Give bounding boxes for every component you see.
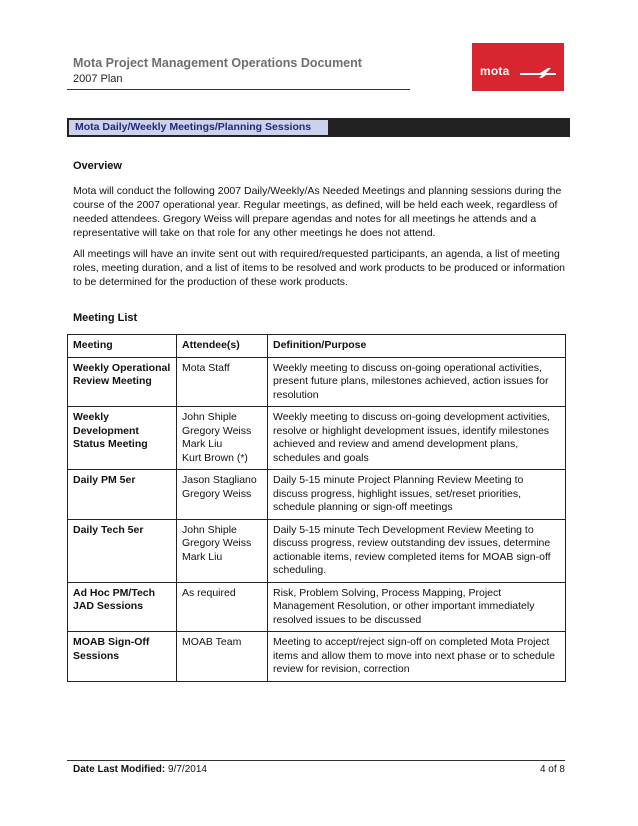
plane-icon [518, 65, 558, 79]
attendee: Gregory Weiss [182, 537, 252, 549]
attendee: Mark Liu [182, 550, 223, 563]
attendees-cell [177, 407, 268, 470]
logo-text: mota [480, 64, 510, 78]
attendee: Gregory Weiss [182, 424, 252, 437]
attendees-cell [177, 519, 268, 582]
document-subtitle: 2007 Plan [73, 73, 123, 85]
attendee: Gregory Weiss [182, 487, 252, 500]
footer-divider [67, 760, 565, 761]
header-divider [67, 89, 410, 90]
attendee: John Shiple [182, 411, 237, 423]
attendee: John Shiple [182, 523, 237, 536]
attendees-cell [177, 357, 268, 407]
purpose-cell: Risk, Problem Solving, Process Mapping, Project Management Resolution, or other important immediately resolved issues to be discussed [268, 582, 566, 632]
attendee: Jason Stagliano [182, 474, 257, 486]
table-row [68, 357, 566, 407]
meeting-table [67, 334, 566, 682]
date-last-modified [73, 764, 207, 775]
table-row [68, 407, 566, 470]
meeting-name: Weekly Development Status Meeting [68, 407, 177, 470]
meeting-name: Weekly Operational Review Meeting [68, 357, 177, 407]
page-number: 4 of 8 [539, 764, 565, 775]
purpose-cell: Daily 5-15 minute Tech Development Review Meeting to discuss progress, review outstanding dev issues, determine actionable items, review completed items for MOAB sign-off scheduling. [268, 519, 566, 582]
table-row [68, 582, 566, 632]
modified-label: Date Last Modified: [73, 764, 166, 775]
section-bar [67, 118, 570, 137]
column-header-attendees: Attendee(s) [177, 335, 268, 358]
table-header-row [68, 335, 566, 358]
column-header-purpose: Definition/Purpose [268, 335, 566, 358]
overview-paragraph-2: All meetings will have an invite sent out with required/requested participants, an agenda, a list of meeting roles, meeting duration, and a list of items to be resolved and work products to be produced or information to be determined for the production of these work products. [73, 248, 566, 288]
purpose-cell: Weekly meeting to discuss on-going development activities, resolve or highlight development issues, identify milestones achieved and review and amend development plans, schedules and goals [268, 407, 566, 470]
overview-paragraph-1: Mota will conduct the following 2007 Daily/Weekly/As Needed Meetings and planning sessions during the course of the 2007 operational year. Regular meetings, as defined, will be held each week, regardless of needed attendees. Gregory Weiss will prepare agendas and notes for all meetings he attends and a representative will take on that role for any other meetings he does not attend. [73, 185, 562, 239]
purpose-cell: Weekly meeting to discuss on-going operational activities, present future plans, milestones achieved, action issues for resolution [268, 357, 566, 407]
table-row [68, 470, 566, 520]
document-title: Mota Project Management Operations Document [73, 56, 362, 70]
attendees-cell [177, 632, 268, 682]
attendees-cell [177, 582, 268, 632]
attendee: Mark Liu [182, 438, 223, 450]
meeting-name: Ad Hoc PM/Tech JAD Sessions [68, 582, 177, 632]
column-header-meeting: Meeting [68, 335, 177, 358]
meeting-list-heading: Meeting List [73, 312, 138, 324]
table-row [68, 632, 566, 682]
table-row [68, 519, 566, 582]
overview-heading: Overview [73, 160, 122, 172]
purpose-cell: Daily 5-15 minute Project Planning Review Meeting to discuss progress, highlight issues, set/reset priorities, schedule planning or sign-off meetings [268, 470, 566, 520]
meeting-name: Daily PM 5er [68, 470, 177, 520]
attendee: Kurt Brown (*) [182, 451, 248, 464]
purpose-cell: Meeting to accept/reject sign-off on completed Mota Project items and allow them to move into next phase or to schedule review for revision, correction [268, 632, 566, 682]
attendee: As required [182, 586, 236, 599]
section-title: Mota Daily/Weekly Meetings/Planning Sessions [75, 121, 312, 133]
attendee: Mota Staff [182, 361, 230, 374]
modified-date: 9/7/2014 [168, 764, 207, 775]
mota-logo [472, 43, 564, 91]
attendee: MOAB Team [182, 636, 242, 648]
meeting-name: Daily Tech 5er [68, 519, 177, 582]
meeting-name: MOAB Sign-Off Sessions [68, 632, 177, 682]
attendees-cell [177, 470, 268, 520]
